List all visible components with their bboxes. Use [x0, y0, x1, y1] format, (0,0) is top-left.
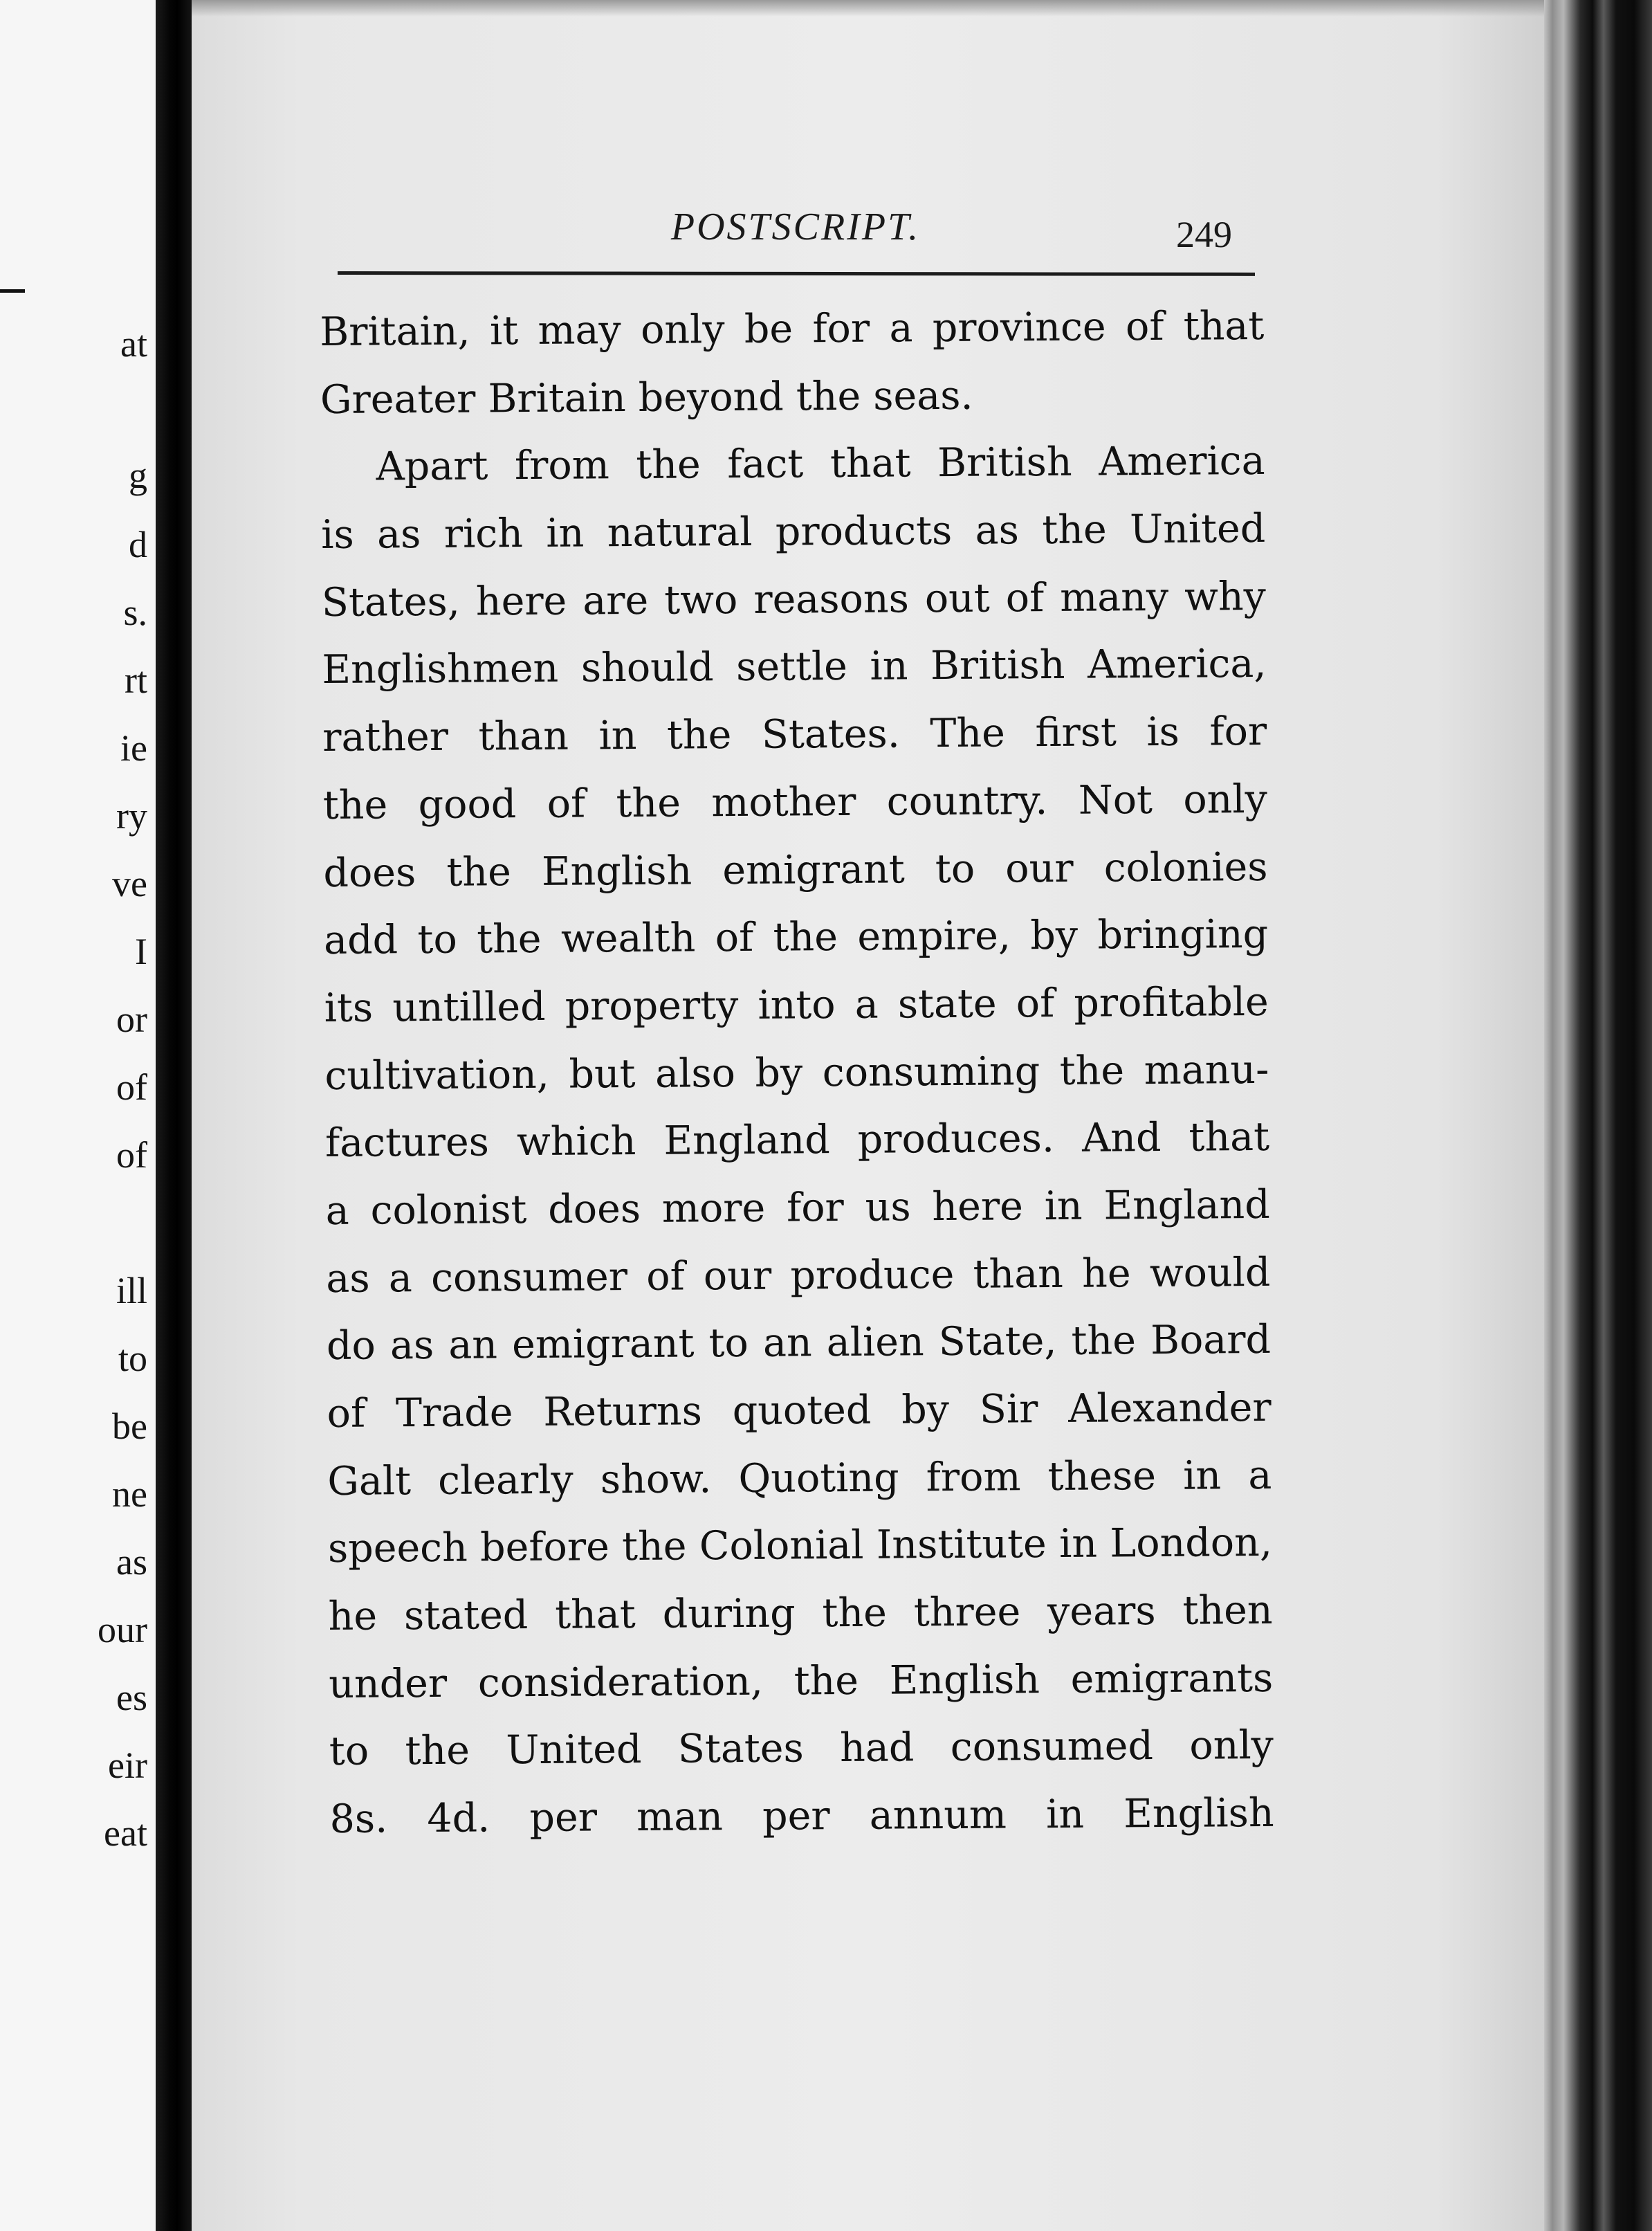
left-page-fragment: of [116, 1134, 147, 1176]
text-line: is as rich in natural products as the United [321, 506, 1266, 558]
left-page-fragment: ill [116, 1270, 147, 1311]
body-text [320, 293, 1274, 1854]
left-page-fragment: rt [125, 659, 147, 701]
left-page-edge [0, 0, 156, 2231]
text-line: its untilled property into a state of profitable [324, 978, 1269, 1031]
text-line: as a consumer of our produce than he would [326, 1249, 1271, 1302]
text-line: rather than in the States. The first is for [322, 709, 1267, 761]
left-page-fragment: ie [120, 727, 147, 769]
left-page-fragment: ve [112, 863, 147, 904]
left-page-fragment: eir [108, 1745, 147, 1786]
text-line: States, here are two reasons out of many why [321, 573, 1267, 626]
left-page-fragment: or [116, 999, 147, 1040]
text-line: under consideration, the English emigrants [329, 1655, 1274, 1707]
text-line: speech before the Colonial Institute in London, [327, 1520, 1273, 1572]
page-number: 249 [1176, 214, 1232, 255]
text-line: to the United States had consumed only [329, 1722, 1274, 1775]
left-page-fragment: of [116, 1066, 147, 1108]
left-page-rule [0, 289, 25, 293]
left-page-fragment: to [118, 1338, 147, 1379]
left-page-fragment: ry [116, 795, 147, 837]
page-top-shadow [192, 0, 1544, 17]
left-page-fragment: es [116, 1677, 147, 1718]
text-line: factures which England produces. And that [324, 1114, 1270, 1167]
text-line: do as an emigrant to an alien State, the Board [326, 1317, 1272, 1369]
text-line: add to the wealth of the empire, by bringing [323, 911, 1269, 964]
text-line: Apart from the fact that British America [376, 438, 1265, 490]
text-line: Englishmen should settle in British America, [322, 641, 1267, 693]
left-page-fragment: g [129, 455, 147, 496]
left-page-fragment: be [112, 1405, 147, 1447]
book-gutter [156, 0, 192, 2231]
text-line: of Trade Returns quoted by Sir Alexander [327, 1384, 1272, 1437]
left-page-fragment: I [135, 931, 147, 972]
text-line: the good of the mother country. Not only [322, 776, 1268, 828]
text-line: Greater Britain beyond the seas. [320, 372, 973, 423]
left-page-fragment: as [116, 1541, 147, 1583]
text-line: Galt clearly show. Quoting from these in a [327, 1452, 1272, 1504]
text-line: 8s. 4d. per man per annum in English [329, 1790, 1274, 1843]
left-page-fragment: at [120, 323, 147, 365]
left-page-fragment: s. [123, 592, 147, 633]
text-line: a colonist does more for us here in England [325, 1181, 1270, 1234]
running-head: POSTSCRIPT. [670, 206, 921, 248]
text-line: cultivation, but also by consuming the manu- [324, 1046, 1269, 1099]
left-page-fragment: eat [104, 1812, 147, 1854]
text-line: does the English emigrant to our colonies [323, 844, 1268, 896]
left-page-fragment: d [129, 524, 147, 565]
text-line: he stated that during the three years then [328, 1587, 1273, 1640]
left-page-fragment: ne [112, 1473, 147, 1515]
page-stack-edge [1544, 0, 1652, 2231]
text-line: Britain, it may only be for a province of that [320, 302, 1265, 355]
left-page-fragment: our [98, 1609, 147, 1650]
